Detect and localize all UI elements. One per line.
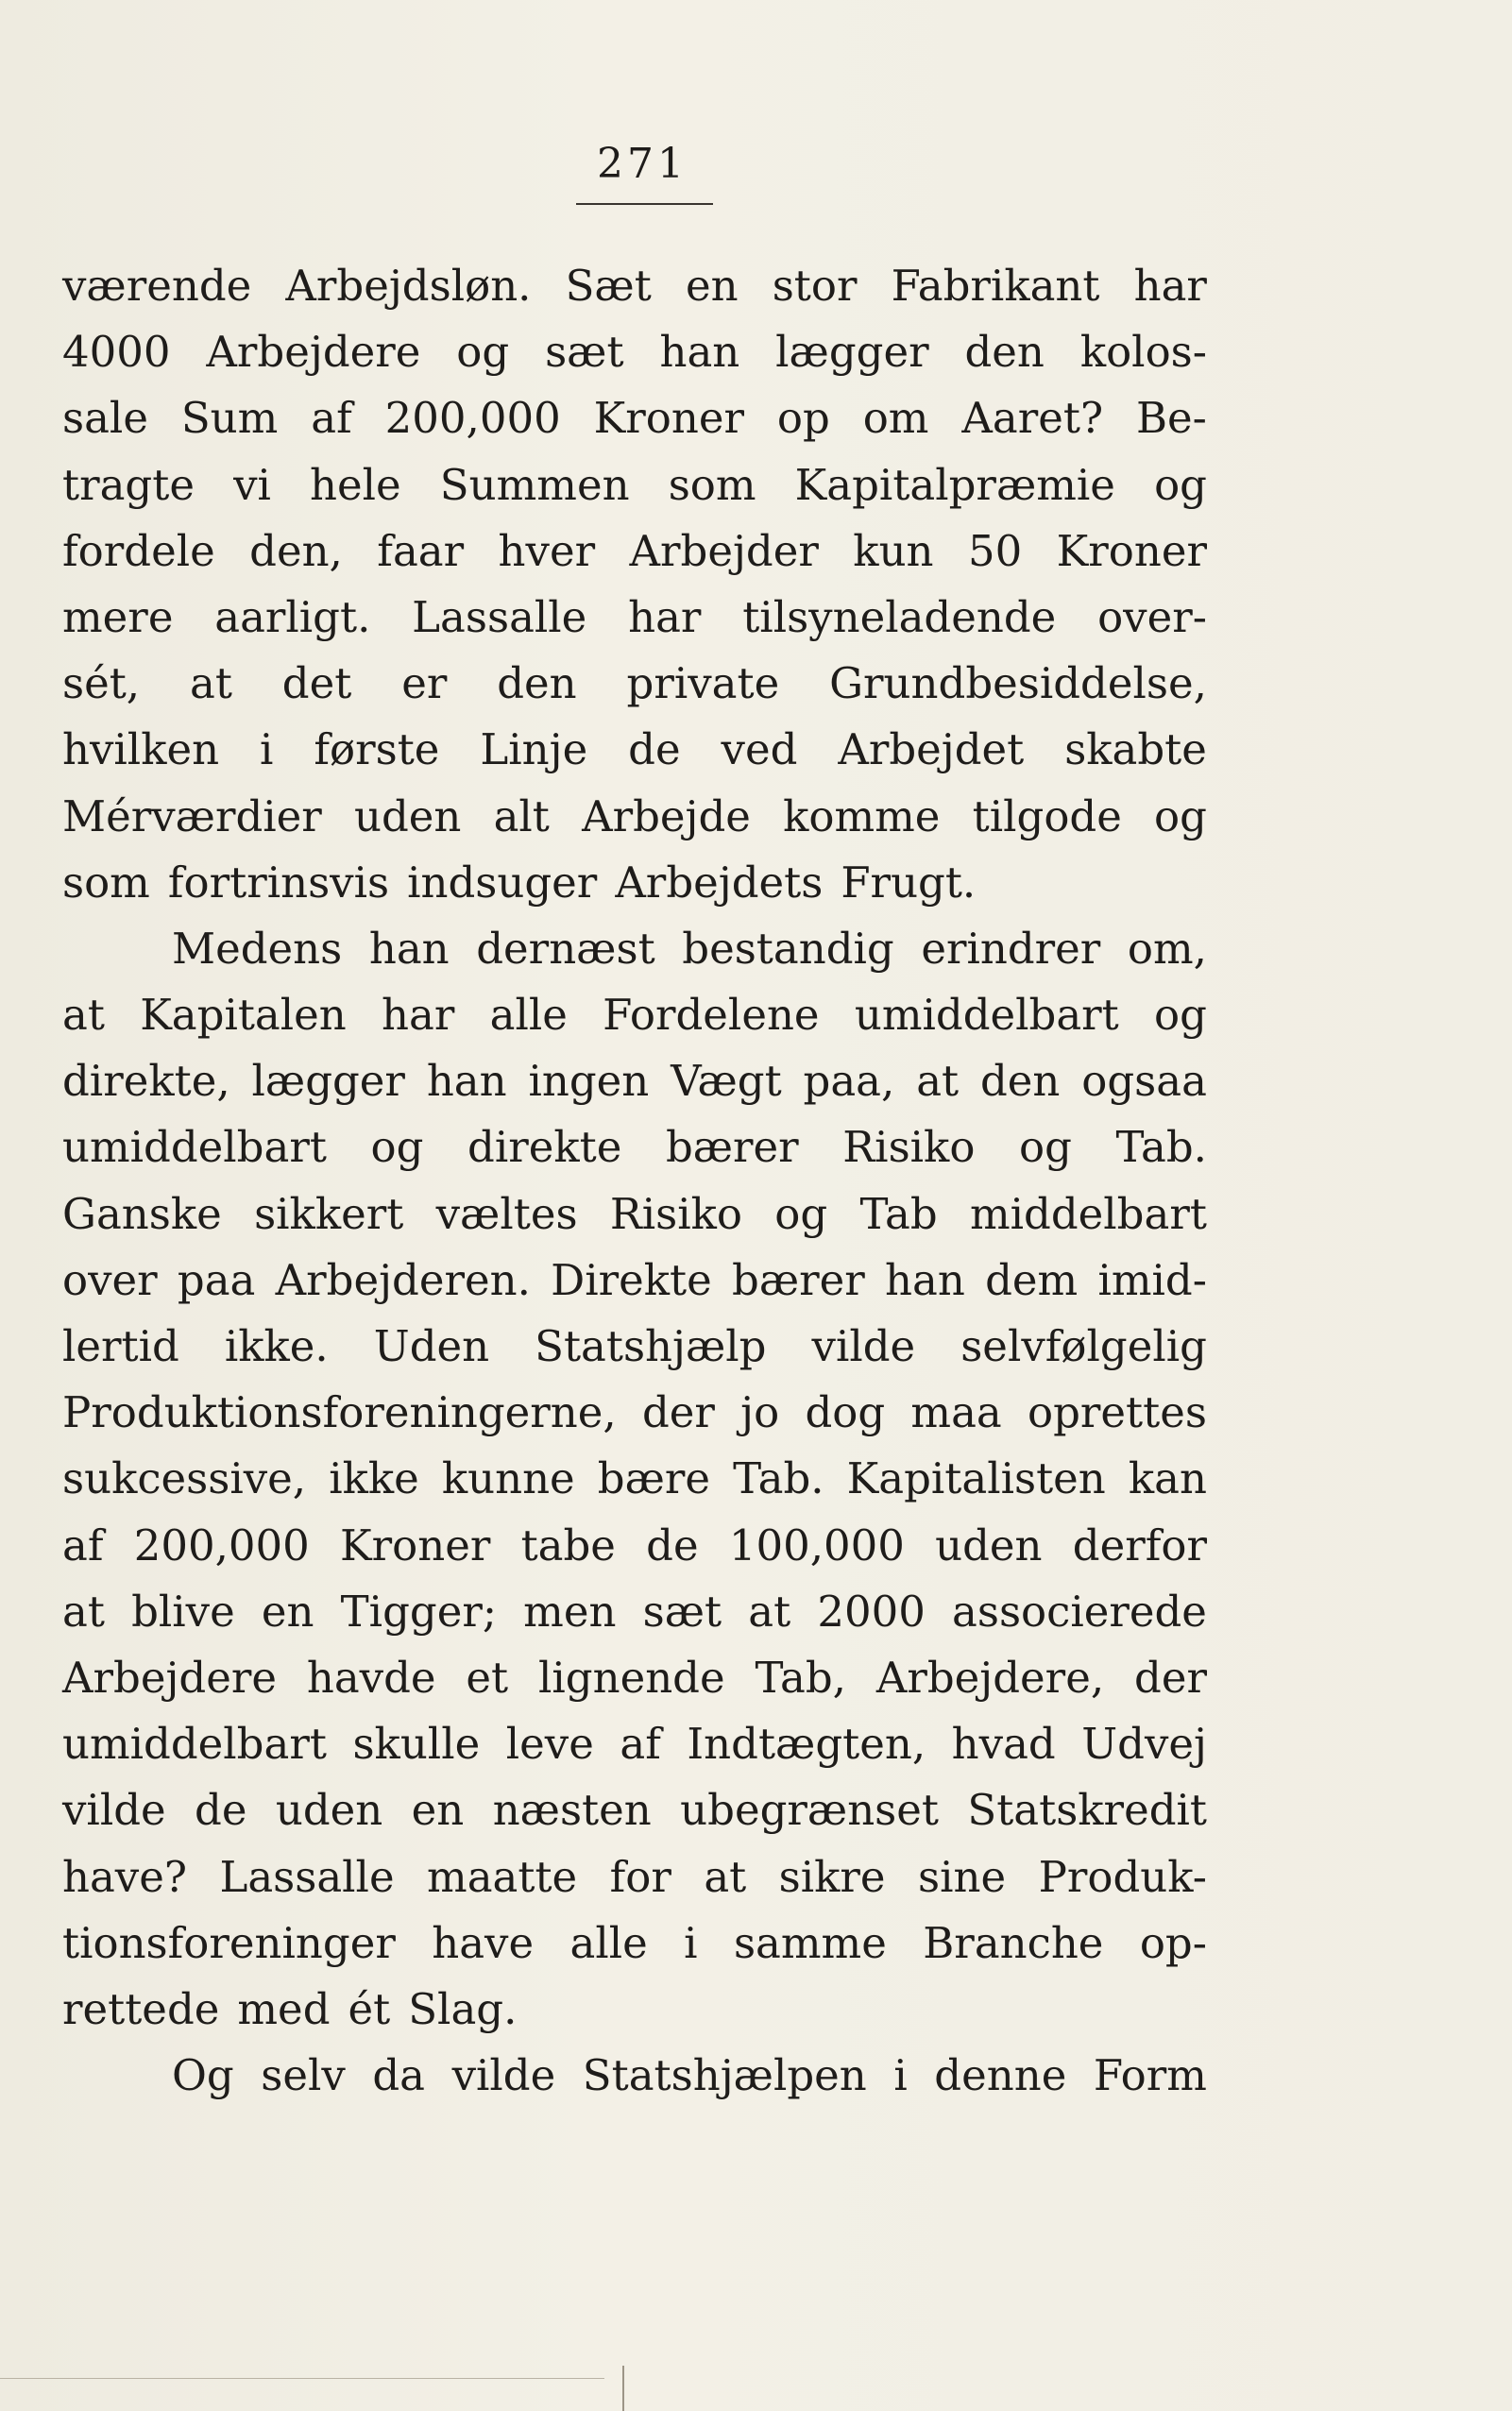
text-line bbox=[62, 253, 1207, 319]
word: hvilken bbox=[62, 724, 220, 775]
word: sæt bbox=[545, 327, 624, 378]
word: umiddelbart bbox=[62, 1719, 327, 1770]
word: kolos- bbox=[1079, 327, 1207, 378]
word: tionsforeninger bbox=[62, 1917, 396, 1968]
word: men bbox=[523, 1586, 617, 1637]
word: dem bbox=[985, 1254, 1079, 1305]
word: har bbox=[628, 591, 702, 642]
word: Arbejderen. bbox=[275, 1254, 531, 1305]
word: alle bbox=[569, 1917, 648, 1968]
word: der bbox=[1134, 1652, 1207, 1703]
word: en bbox=[685, 261, 739, 311]
word: kun bbox=[853, 525, 934, 576]
word: om bbox=[862, 393, 929, 444]
word: som bbox=[62, 857, 150, 908]
word: sale bbox=[62, 393, 148, 444]
word: faar bbox=[377, 525, 465, 576]
word: en bbox=[261, 1586, 314, 1637]
bottom-edge-rule bbox=[0, 2378, 604, 2379]
word: hvad bbox=[951, 1719, 1056, 1770]
word: de bbox=[195, 1785, 247, 1836]
word: at bbox=[62, 990, 105, 1041]
word: paa, bbox=[803, 1056, 895, 1107]
word: han bbox=[659, 327, 740, 378]
word: 2000 bbox=[817, 1586, 926, 1637]
text-line bbox=[62, 1910, 1207, 1977]
word: Fabrikant bbox=[891, 261, 1100, 311]
text-line bbox=[62, 2043, 1207, 2109]
word: Arbejde bbox=[582, 790, 751, 841]
word: af bbox=[62, 1520, 104, 1571]
word: Tigger; bbox=[340, 1586, 497, 1637]
word: uden bbox=[275, 1785, 383, 1836]
word: han bbox=[426, 1056, 507, 1107]
word: i bbox=[893, 2050, 908, 2101]
text-line bbox=[62, 518, 1207, 585]
word: lignende bbox=[538, 1652, 725, 1703]
body-text bbox=[62, 253, 1207, 2109]
text-line bbox=[62, 1579, 1207, 1645]
word: næsten bbox=[492, 1785, 652, 1836]
word: tabe bbox=[520, 1520, 616, 1571]
word: en bbox=[411, 1785, 465, 1836]
word: jo bbox=[740, 1387, 780, 1438]
word: middelbart bbox=[969, 1188, 1207, 1239]
word: og bbox=[774, 1188, 828, 1239]
word: Statshjælp bbox=[535, 1321, 767, 1371]
word: Medens bbox=[172, 923, 343, 974]
word: at bbox=[704, 1851, 747, 1902]
word: fortrinsvis bbox=[167, 857, 390, 908]
word: private bbox=[626, 658, 780, 709]
word: og bbox=[1019, 1122, 1072, 1173]
word: af bbox=[620, 1719, 661, 1770]
text-line bbox=[62, 1048, 1207, 1114]
word: sikre bbox=[778, 1851, 886, 1902]
word: er bbox=[401, 658, 448, 709]
word: Lassalle bbox=[219, 1851, 395, 1902]
word: have? bbox=[62, 1851, 187, 1902]
word: i bbox=[260, 724, 274, 775]
word: Mérværdier bbox=[62, 790, 322, 841]
word: han bbox=[368, 923, 450, 974]
page-number-rule bbox=[576, 203, 713, 205]
word: har bbox=[382, 990, 455, 1041]
text-line bbox=[62, 1248, 1207, 1314]
word: Vægt bbox=[671, 1056, 782, 1107]
word: om, bbox=[1127, 923, 1207, 974]
word: mere bbox=[62, 591, 174, 642]
word: maa bbox=[910, 1387, 1002, 1438]
word: Sum bbox=[180, 393, 279, 444]
word: associerede bbox=[952, 1586, 1207, 1637]
word: aarligt. bbox=[214, 591, 371, 642]
word: have bbox=[432, 1917, 535, 1968]
word: et bbox=[466, 1652, 509, 1703]
word: ogsaa bbox=[1081, 1056, 1207, 1107]
word: ikke bbox=[329, 1453, 419, 1504]
word: for bbox=[609, 1851, 671, 1902]
word: vilde bbox=[811, 1321, 916, 1371]
word: den bbox=[964, 327, 1045, 378]
word: uden bbox=[935, 1520, 1043, 1571]
word: skulle bbox=[352, 1719, 481, 1770]
word: vilde bbox=[451, 2050, 556, 2101]
word: bære bbox=[597, 1453, 711, 1504]
word: derfor bbox=[1072, 1520, 1207, 1571]
word: paa bbox=[177, 1254, 256, 1305]
word: den bbox=[497, 658, 577, 709]
word: tragte bbox=[62, 459, 195, 510]
word: ét bbox=[348, 1983, 391, 2034]
word: oprettes bbox=[1028, 1387, 1207, 1438]
word: kunne bbox=[441, 1453, 575, 1504]
text-line bbox=[62, 1711, 1207, 1777]
word: Kroner bbox=[340, 1520, 491, 1571]
word: har bbox=[1133, 261, 1207, 311]
word: hele bbox=[310, 459, 401, 510]
word: første bbox=[314, 724, 440, 775]
word: ved bbox=[721, 724, 798, 775]
text-line bbox=[62, 1844, 1207, 1910]
word: med bbox=[237, 1983, 331, 2034]
word: tilgode bbox=[972, 790, 1122, 841]
word: maatte bbox=[427, 1851, 578, 1902]
word: de bbox=[628, 724, 681, 775]
word: rettede bbox=[62, 1983, 220, 2034]
word: sét, bbox=[62, 658, 141, 709]
word: den bbox=[979, 1056, 1061, 1107]
word: at bbox=[190, 658, 232, 709]
text-line bbox=[62, 585, 1207, 651]
word: uden bbox=[353, 790, 462, 841]
word: 50 bbox=[967, 525, 1023, 576]
word: lertid bbox=[62, 1321, 179, 1371]
binding-mark bbox=[622, 2366, 624, 2411]
word: skabte bbox=[1064, 724, 1207, 775]
text-line bbox=[62, 452, 1207, 518]
word: imid- bbox=[1097, 1254, 1207, 1305]
word: vilde bbox=[62, 1785, 166, 1836]
word: Statskredit bbox=[967, 1785, 1207, 1836]
text-line bbox=[62, 982, 1207, 1048]
word: at bbox=[748, 1586, 791, 1637]
word: Summen bbox=[439, 459, 630, 510]
word: umiddelbart bbox=[62, 1122, 327, 1173]
word: alle bbox=[489, 990, 568, 1041]
word: værende bbox=[62, 261, 252, 311]
word: Arbejdsløn. bbox=[285, 261, 532, 311]
word: denne bbox=[934, 2050, 1067, 2101]
word: lægger bbox=[775, 327, 929, 378]
word: 4000 bbox=[62, 327, 171, 378]
word: sine bbox=[918, 1851, 1007, 1902]
page-number: 271 bbox=[597, 140, 688, 188]
word: komme bbox=[783, 790, 941, 841]
text-line bbox=[62, 1777, 1207, 1843]
word: af bbox=[311, 393, 352, 444]
word: sikkert bbox=[254, 1188, 404, 1239]
word: tilsyneladende bbox=[742, 591, 1057, 642]
word: væltes bbox=[435, 1188, 578, 1239]
word: leve bbox=[505, 1719, 594, 1770]
word: Arbejdere, bbox=[875, 1652, 1105, 1703]
word: Form bbox=[1093, 2050, 1207, 2101]
word: Tab bbox=[859, 1188, 938, 1239]
word: Branche bbox=[923, 1917, 1104, 1968]
word: Arbejdere bbox=[206, 327, 421, 378]
word: Sæt bbox=[565, 261, 652, 311]
word: Og bbox=[172, 2050, 234, 2101]
word: Fordelene bbox=[603, 990, 820, 1041]
word: selvfølgelig bbox=[960, 1321, 1207, 1371]
word: umiddelbart bbox=[854, 990, 1119, 1041]
word: Ganske bbox=[62, 1188, 222, 1239]
word: Arbejdere bbox=[62, 1652, 277, 1703]
word: der bbox=[641, 1387, 715, 1438]
text-line bbox=[62, 1181, 1207, 1248]
word: over- bbox=[1097, 591, 1207, 642]
word: og bbox=[370, 1122, 424, 1173]
word: blive bbox=[131, 1586, 235, 1637]
word: 200,000 bbox=[384, 393, 561, 444]
word: op bbox=[776, 393, 830, 444]
text-line bbox=[62, 717, 1207, 783]
word: Risiko bbox=[842, 1122, 976, 1173]
word: fordele bbox=[62, 525, 215, 576]
word: Be- bbox=[1135, 393, 1207, 444]
word: samme bbox=[733, 1917, 887, 1968]
word: Risiko bbox=[609, 1188, 742, 1239]
word: ikke. bbox=[224, 1321, 329, 1371]
word: dernæst bbox=[476, 923, 655, 974]
word: Kapitalen bbox=[140, 990, 347, 1041]
word: og bbox=[456, 327, 510, 378]
word: stor bbox=[772, 261, 858, 311]
word: som bbox=[668, 459, 756, 510]
text-line bbox=[62, 916, 1207, 982]
word: vi bbox=[233, 459, 271, 510]
word: den, bbox=[249, 525, 343, 576]
word: bestandig bbox=[682, 923, 894, 974]
word: Tab, bbox=[755, 1652, 846, 1703]
word: Frugt. bbox=[841, 857, 977, 908]
text-line bbox=[62, 1446, 1207, 1512]
word: Tab. bbox=[733, 1453, 824, 1504]
word: i bbox=[684, 1917, 698, 1968]
word: Uden bbox=[373, 1321, 490, 1371]
word: og bbox=[1154, 790, 1207, 841]
word: de bbox=[646, 1520, 699, 1571]
word: Arbejdets bbox=[615, 857, 824, 908]
word: selv bbox=[261, 2050, 346, 2101]
word: Lassalle bbox=[412, 591, 587, 642]
word: Grundbesiddelse, bbox=[829, 658, 1207, 709]
word: kan bbox=[1128, 1453, 1207, 1504]
word: Arbejdet bbox=[838, 724, 1025, 775]
word: 100,000 bbox=[728, 1520, 905, 1571]
word: Direkte bbox=[551, 1254, 712, 1305]
word: 200,000 bbox=[133, 1520, 310, 1571]
word: lægger bbox=[251, 1056, 405, 1107]
word: Produktionsforeningerne, bbox=[62, 1387, 617, 1438]
text-line bbox=[62, 1977, 1207, 2043]
word: Aaret? bbox=[961, 393, 1104, 444]
text-line bbox=[62, 784, 1207, 850]
word: Kroner bbox=[593, 393, 744, 444]
word: bærer bbox=[665, 1122, 799, 1173]
word: Kroner bbox=[1056, 525, 1207, 576]
word: Arbejder bbox=[629, 525, 819, 576]
word: havde bbox=[306, 1652, 436, 1703]
word: alt bbox=[493, 790, 550, 841]
word: Statshjælpen bbox=[582, 2050, 867, 2101]
word: direkte bbox=[467, 1122, 622, 1173]
word: at bbox=[916, 1056, 960, 1107]
word: over bbox=[62, 1254, 158, 1305]
text-line bbox=[62, 1314, 1207, 1380]
text-line bbox=[62, 385, 1207, 451]
word: erindrer bbox=[921, 923, 1101, 974]
word: indsuger bbox=[407, 857, 598, 908]
word: direkte, bbox=[62, 1056, 230, 1107]
word: bærer bbox=[732, 1254, 865, 1305]
text-line bbox=[62, 651, 1207, 717]
word: Udvej bbox=[1081, 1719, 1207, 1770]
word: op- bbox=[1139, 1917, 1207, 1968]
word: sæt bbox=[642, 1586, 722, 1637]
word: Produk- bbox=[1038, 1851, 1207, 1902]
text-line bbox=[62, 1513, 1207, 1579]
text-line bbox=[62, 1380, 1207, 1446]
text-line bbox=[62, 1114, 1207, 1180]
word: og bbox=[1154, 990, 1207, 1041]
word: Slag. bbox=[408, 1983, 518, 2034]
word: hver bbox=[498, 525, 596, 576]
text-line bbox=[62, 1645, 1207, 1711]
word: Kapitalisten bbox=[846, 1453, 1106, 1504]
word: sukcessive, bbox=[62, 1453, 307, 1504]
word: at bbox=[62, 1586, 105, 1637]
word: Indtægten, bbox=[687, 1719, 926, 1770]
word: Kapitalpræmie bbox=[794, 459, 1115, 510]
word: det bbox=[281, 658, 352, 709]
word: ubegrænset bbox=[680, 1785, 939, 1836]
word: og bbox=[1154, 459, 1207, 510]
word: Tab. bbox=[1115, 1122, 1207, 1173]
word: Linje bbox=[480, 724, 588, 775]
word: ingen bbox=[528, 1056, 650, 1107]
word: dog bbox=[805, 1387, 886, 1438]
text-line bbox=[62, 319, 1207, 385]
text-line bbox=[62, 850, 1207, 916]
word: da bbox=[372, 2050, 426, 2101]
word: han bbox=[885, 1254, 965, 1305]
